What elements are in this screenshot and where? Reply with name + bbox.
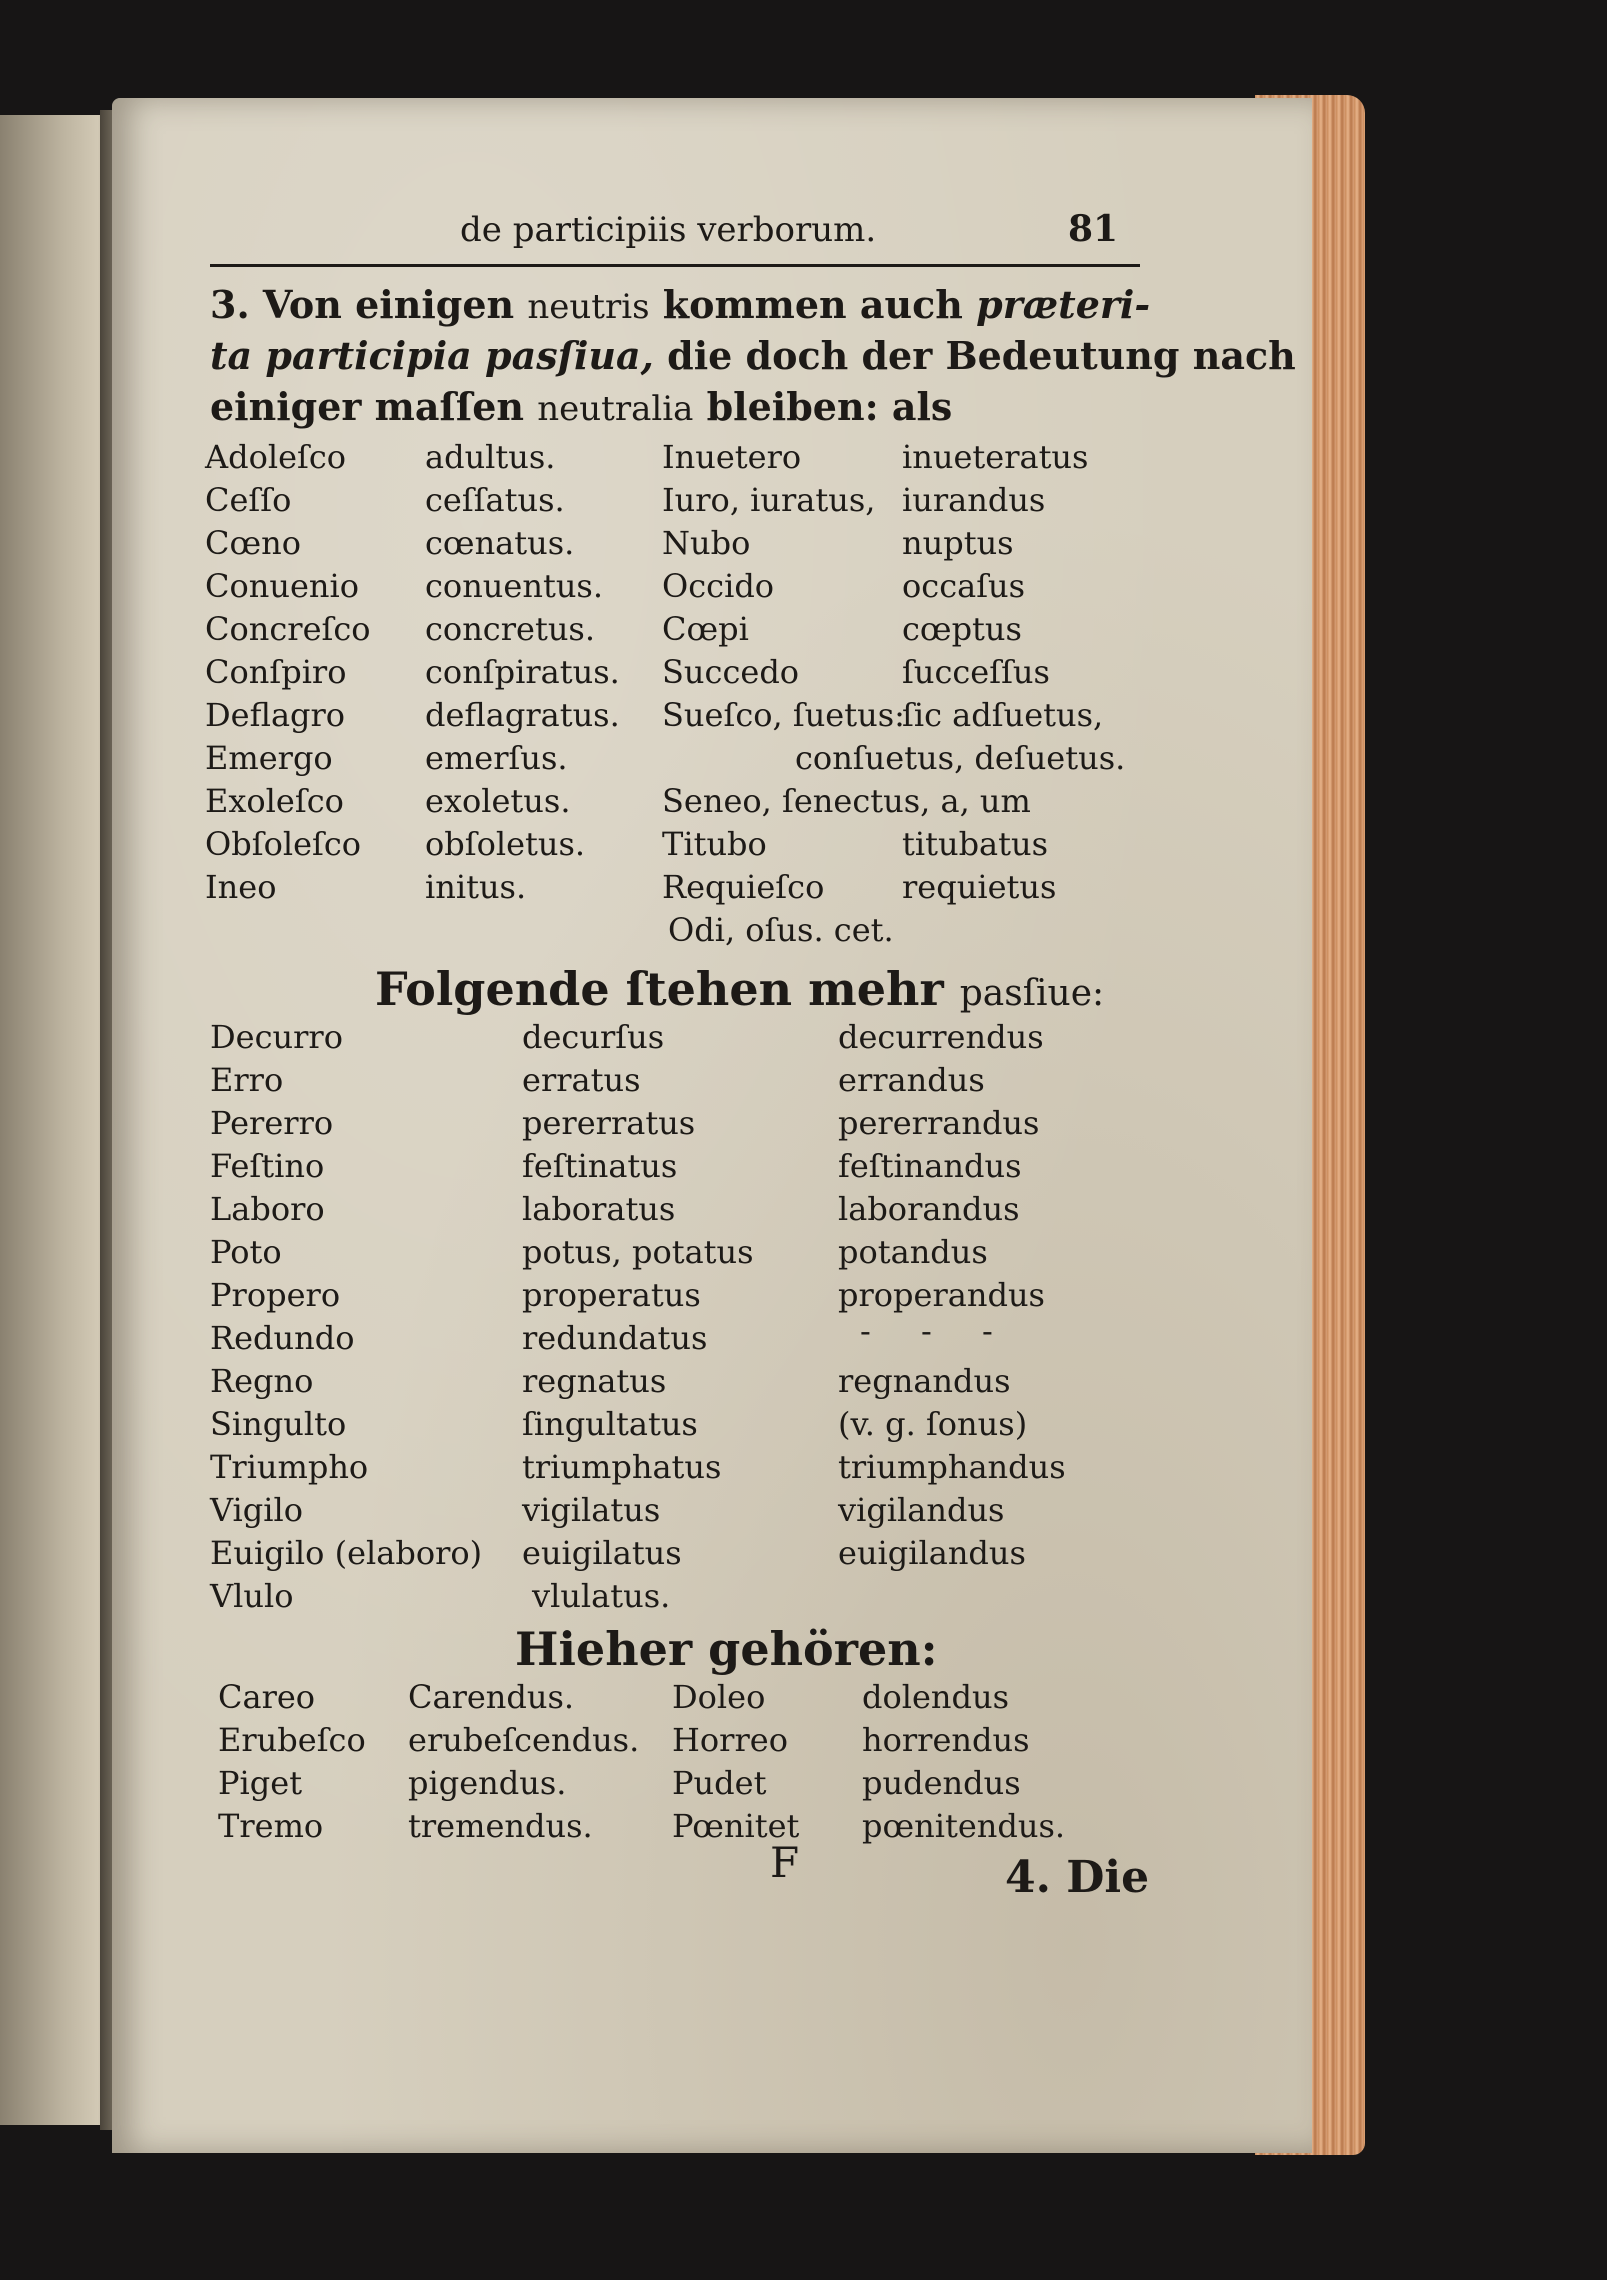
t3-gerundive: pigendus. — [408, 1764, 567, 1802]
t2-participle: pererratus — [522, 1104, 696, 1142]
t1-participle: ceſſatus. — [425, 481, 565, 519]
t3-verb: Pœnitet — [672, 1807, 800, 1845]
t2-verb: Poto — [210, 1233, 282, 1271]
t1-participle: cœptus — [902, 610, 1022, 648]
t2-participle: laboratus — [522, 1190, 676, 1228]
t2-participle: ſingultatus — [522, 1405, 698, 1443]
heading-folgende: Folgende ſtehen mehr pasſiue: — [375, 962, 1105, 1016]
t1-participle: cœnatus. — [425, 524, 575, 562]
t2-participle: decurſus — [522, 1018, 665, 1056]
t2-verb: Decurro — [210, 1018, 343, 1056]
t1-verb: Adoleſco — [205, 438, 347, 476]
t3-verb: Tremo — [218, 1807, 324, 1845]
t2-gerundive: decurrendus — [838, 1018, 1044, 1056]
t2-verb: Singulto — [210, 1405, 347, 1443]
t2-gerundive: (v. g. ſonus) — [838, 1405, 1028, 1443]
t1-participle: emerſus. — [425, 739, 568, 777]
t2-verb: Pererro — [210, 1104, 334, 1142]
t2-gerundive: properandus — [838, 1276, 1045, 1314]
t2-verb: Triumpho — [210, 1448, 369, 1486]
t2-participle: potus, potatus — [522, 1233, 754, 1271]
t2-gerundive: potandus — [838, 1233, 988, 1271]
t2-verb: Erro — [210, 1061, 284, 1099]
t1-participle: ſic adſuetus, — [902, 696, 1104, 734]
t1-participle: adultus. — [425, 438, 556, 476]
t1-verb: Conſpiro — [205, 653, 347, 691]
t1-verb: Inuetero — [662, 438, 802, 476]
heading-hieher: Hieher gehören: — [515, 1622, 938, 1676]
t2-verb: Regno — [210, 1362, 314, 1400]
t3-gerundive: erubeſcendus. — [408, 1721, 640, 1759]
t1-participle: occaſus — [902, 567, 1026, 605]
t1-participle: iurandus — [902, 481, 1046, 519]
t1-participle: conuentus. — [425, 567, 604, 605]
t1-verb: Exoleſco — [205, 782, 344, 820]
t2-participle: erratus — [522, 1061, 641, 1099]
t1-participle: titubatus — [902, 825, 1049, 863]
t3-verb: Horreo — [672, 1721, 788, 1759]
t3-gerundive: pœnitendus. — [862, 1807, 1066, 1845]
t3-gerundive: Carendus. — [408, 1678, 575, 1716]
t1-participle: conſuetus, deſuetus. — [795, 739, 1126, 777]
t3-gerundive: horrendus — [862, 1721, 1030, 1759]
t2-participle: vigilatus — [522, 1491, 661, 1529]
t1-verb: Odi, oſus. cet. — [668, 911, 894, 949]
t1-verb: Emergo — [205, 739, 333, 777]
signature-mark: F — [770, 1838, 800, 1887]
t1-verb: Obſoleſco — [205, 825, 362, 863]
t3-gerundive: pudendus — [862, 1764, 1021, 1802]
t2-gerundive: - - - — [860, 1312, 1013, 1350]
t1-participle: concretus. — [425, 610, 596, 648]
t1-verb: Sueſco, ſuetus: — [662, 696, 905, 734]
t1-verb: Cœno — [205, 524, 301, 562]
t1-verb: Succedo — [662, 653, 800, 691]
t2-gerundive: errandus — [838, 1061, 985, 1099]
t2-verb: Redundo — [210, 1319, 355, 1357]
t2-verb: Feſtino — [210, 1147, 325, 1185]
t2-gerundive: regnandus — [838, 1362, 1011, 1400]
t1-participle: obſoletus. — [425, 825, 586, 863]
t3-verb: Piget — [218, 1764, 303, 1802]
t1-verb: Ineo — [205, 868, 277, 906]
intro-line-2: ta participia pasſiua, die doch der Bedeutung nach — [210, 333, 1296, 378]
t1-participle: initus. — [425, 868, 527, 906]
page-number: 81 — [1068, 208, 1119, 250]
t2-participle: euigilatus — [522, 1534, 682, 1572]
t3-gerundive: tremendus. — [408, 1807, 593, 1845]
t1-participle: requietus — [902, 868, 1057, 906]
t1-verb: Conuenio — [205, 567, 360, 605]
header-rule — [210, 264, 1140, 267]
t1-verb: Cœpi — [662, 610, 749, 648]
t2-verb: Vlulo — [210, 1577, 294, 1615]
t1-verb: Ceſſo — [205, 481, 292, 519]
t2-participle: triumphatus — [522, 1448, 722, 1486]
t1-participle: ſucceſſus — [902, 653, 1050, 691]
t2-gerundive: euigilandus — [838, 1534, 1026, 1572]
t2-verb: Vigilo — [210, 1491, 303, 1529]
t2-gerundive: feſtinandus — [838, 1147, 1022, 1185]
t2-verb: Propero — [210, 1276, 341, 1314]
t1-participle: inueteratus — [902, 438, 1089, 476]
t2-participle: properatus — [522, 1276, 701, 1314]
t1-verb: Concreſco — [205, 610, 371, 648]
t2-verb: Laboro — [210, 1190, 325, 1228]
t1-verb: Deflagro — [205, 696, 346, 734]
t3-verb: Erubeſco — [218, 1721, 366, 1759]
t1-verb: Iuro, iuratus, — [662, 481, 876, 519]
t3-verb: Doleo — [672, 1678, 766, 1716]
t2-participle: regnatus — [522, 1362, 667, 1400]
t2-verb: Euigilo (elaboro) — [210, 1534, 483, 1572]
t1-verb: Occido — [662, 567, 775, 605]
t1-participle: deflagratus. — [425, 696, 620, 734]
t2-gerundive: vigilandus — [838, 1491, 1005, 1529]
t2-participle: vlulatus. — [532, 1577, 671, 1615]
t1-participle: exoletus. — [425, 782, 571, 820]
catchword: 4. Die — [1005, 1852, 1150, 1903]
facing-page-edge — [0, 115, 115, 2125]
t3-verb: Careo — [218, 1678, 316, 1716]
t2-gerundive: pererrandus — [838, 1104, 1040, 1142]
intro-line-1: 3. Von einigen neutris kommen auch præteri- — [210, 282, 1151, 327]
t3-gerundive: dolendus — [862, 1678, 1010, 1716]
t1-verb: Nubo — [662, 524, 751, 562]
intro-line-3: einiger maſſen neutralia bleiben: als — [210, 384, 953, 429]
t1-verb: Requieſco — [662, 868, 825, 906]
t2-participle: feſtinatus — [522, 1147, 678, 1185]
running-head: de participiis verborum. — [460, 210, 877, 250]
t1-participle: conſpiratus. — [425, 653, 620, 691]
t2-gerundive: laborandus — [838, 1190, 1020, 1228]
t3-verb: Pudet — [672, 1764, 767, 1802]
t1-verb: Titubo — [662, 825, 767, 863]
t2-gerundive: triumphandus — [838, 1448, 1066, 1486]
t1-verb: Seneo, ſenectus, a, um — [662, 782, 1031, 820]
t1-participle: nuptus — [902, 524, 1014, 562]
t2-participle: redundatus — [522, 1319, 708, 1357]
